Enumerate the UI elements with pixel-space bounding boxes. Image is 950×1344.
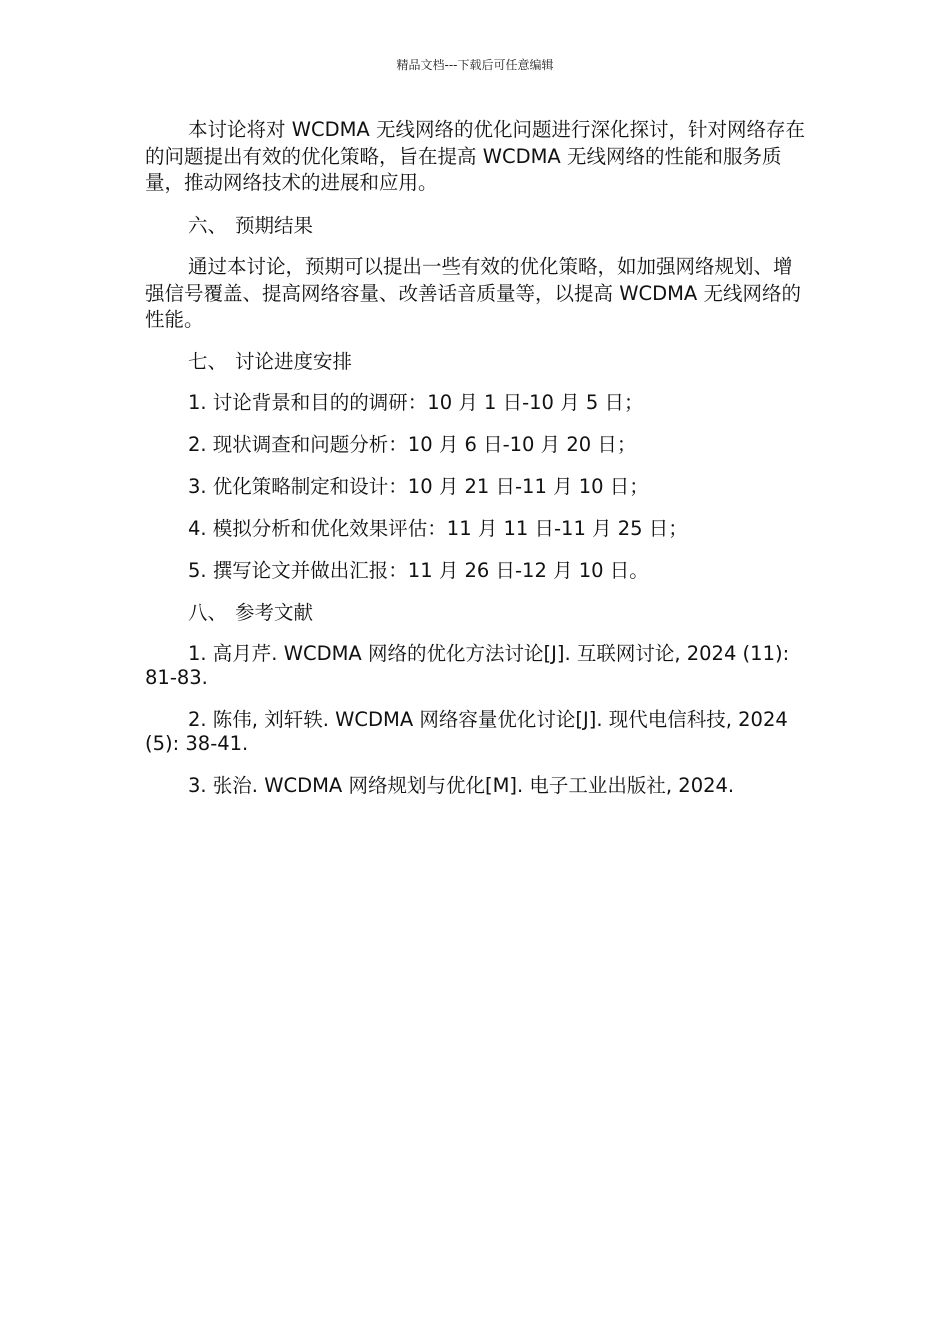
section-heading-references xyxy=(145,600,805,627)
intro-paragraph: 本讨论将对 WCDMA 无线网络的优化问题进行深化探讨，针对网络存在的问题提出有效的优化策略，旨在提高 WCDMA 无线网络的性能和服务质量，推动网络技术的进展和应用。 xyxy=(145,118,805,194)
schedule-item: 4. 模拟分析和优化效果评估：11 月 11 日-11 月 25 日； xyxy=(188,517,688,540)
section-number: 八、 xyxy=(188,601,228,624)
section-title: 预期结果 xyxy=(235,213,314,237)
schedule-item: 2. 现状调查和问题分析：10 月 6 日-10 月 20 日； xyxy=(188,433,637,456)
page-header: 精品文档---下载后可任意编辑 xyxy=(396,58,554,72)
section-number: 七、 xyxy=(188,349,228,373)
section-heading-expected-results xyxy=(145,213,805,240)
reference-item: 1. 高月芹. WCDMA 网络的优化方法讨论[J]. 互联网讨论, 2024 (11): 81-83. xyxy=(145,641,790,689)
expected-results-paragraph: 通过本讨论，预期可以提出一些有效的优化策略，如加强网络规划、增强信号覆盖、提高网络容量、改善话音质量等，以提高 WCDMA 无线网络的性能。 xyxy=(145,255,801,331)
schedule-item: 3. 优化策略制定和设计：10 月 21 日-11 月 10 日； xyxy=(188,475,649,498)
reference-item: 2. 陈伟, 刘轩轶. WCDMA 网络容量优化讨论[J]. 现代电信科技, 2024 (5): 38-41. xyxy=(145,707,788,755)
section-number: 六、 xyxy=(188,213,228,237)
schedule-item: 1. 讨论背景和目的的调研：10 月 1 日-10 月 5 日； xyxy=(188,391,644,414)
section-title: 参考文献 xyxy=(235,601,314,624)
schedule-item: 5. 撰写论文并做出汇报：11 月 26 日-12 月 10 日。 xyxy=(188,559,649,582)
section-title: 讨论进度安排 xyxy=(235,349,353,373)
document-body xyxy=(145,117,805,815)
reference-item: 3. 张治. WCDMA 网络规划与优化[M]. 电子工业出版社, 2024. xyxy=(188,773,735,797)
section-heading-schedule xyxy=(145,349,805,376)
